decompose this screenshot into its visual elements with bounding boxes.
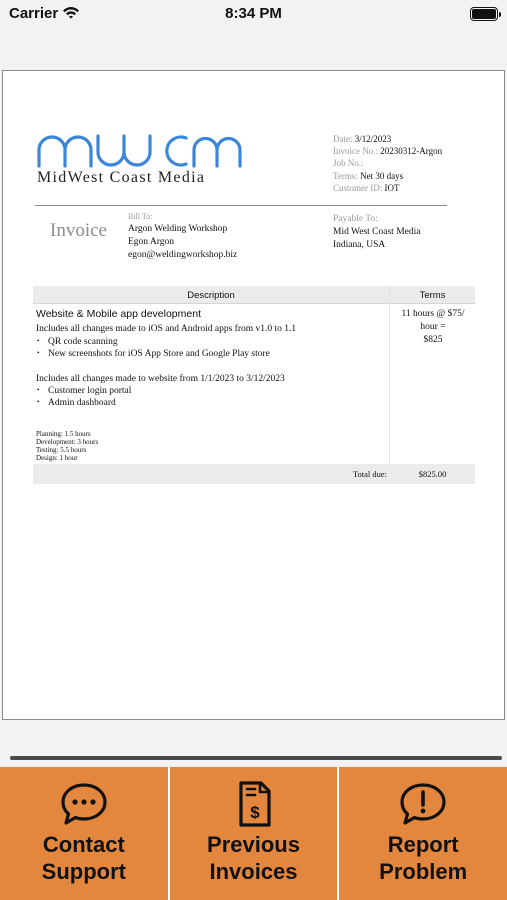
column-divider xyxy=(389,286,390,464)
bill-to-contact: Egon Argon xyxy=(128,237,175,247)
report-problem-button[interactable] xyxy=(339,767,507,900)
contact-support-button[interactable] xyxy=(0,767,170,900)
meta-terms: Terms: Net 30 days xyxy=(333,170,404,181)
bill-to-company: Argon Welding Workshop xyxy=(128,224,228,234)
clock-time: 8:34 PM xyxy=(225,5,282,22)
report-problem-label: Report Problem xyxy=(379,832,468,884)
web-changes-text: Includes all changes made to website from 1/1/2023 to 3/12/2023 xyxy=(36,373,285,384)
line-item-terms: 11 hours @ $75/ hour = $825 xyxy=(401,309,465,345)
total-row xyxy=(33,464,475,484)
carrier-label: Carrier xyxy=(9,5,59,22)
previous-invoices-button[interactable] xyxy=(170,767,340,900)
svg-text:$: $ xyxy=(249,803,260,822)
meta-customer-id: Customer ID: IOT xyxy=(333,182,400,193)
line-items-table xyxy=(33,286,475,484)
bill-to-label: Bill To: xyxy=(128,212,153,221)
invoice-meta xyxy=(333,133,442,194)
total-due-label: Total due: xyxy=(352,469,387,479)
previous-invoices-label: Previous Invoices xyxy=(207,832,300,884)
payable-to-location: Indiana, USA xyxy=(333,240,386,250)
bill-to-email: egon@weldingworkshop.biz xyxy=(128,250,238,260)
contact-support-label: Contact Support xyxy=(41,832,126,884)
meta-job-no: Job No.: xyxy=(333,158,364,169)
payable-to-block xyxy=(333,213,420,252)
header-divider xyxy=(35,205,447,206)
bottom-action-bar xyxy=(0,767,507,900)
company-logo-wordmark: MidWest Coast Media xyxy=(37,169,206,186)
invoice-document-icon xyxy=(229,780,279,828)
bill-to-block xyxy=(128,210,237,262)
description-header: Description xyxy=(187,290,235,301)
payable-to-company: Mid West Coast Media xyxy=(333,227,421,237)
horizontal-scrollbar[interactable] xyxy=(10,756,502,760)
breakdown-testing: Testing: 5.5 hours xyxy=(36,445,87,454)
payable-to-label: Payable To: xyxy=(333,214,378,224)
alert-bubble-icon xyxy=(398,780,448,828)
list-item: • New screenshots for iOS App Store and Google Play store xyxy=(36,348,386,360)
line-item-description xyxy=(36,308,386,462)
breakdown-design: Design: 1 hour xyxy=(36,453,78,462)
invoice-heading: Invoice xyxy=(50,220,107,241)
breakdown-development: Development: 3 hours xyxy=(36,437,99,446)
table-header-row xyxy=(33,286,475,304)
battery-icon xyxy=(470,7,498,21)
breakdown-planning: Planning: 1.5 hours xyxy=(36,429,91,438)
list-item: • Admin dashboard xyxy=(36,397,386,409)
meta-invoice-no: Invoice No.: 20230312-Argon xyxy=(333,146,443,157)
hours-breakdown xyxy=(36,430,386,462)
app-changes-text: Includes all changes made to iOS and Android apps from v1.0 to 1.1 xyxy=(36,324,297,335)
list-item: • QR code scanning xyxy=(36,336,386,348)
total-due-value: $825.00 xyxy=(418,469,447,479)
list-item: • Customer login portal xyxy=(36,385,386,397)
terms-header: Terms xyxy=(419,290,446,301)
line-item-title: Website & Mobile app development xyxy=(36,308,201,320)
status-bar xyxy=(0,0,507,30)
meta-date: Date: 3/12/2023 xyxy=(333,134,392,144)
chat-bubble-icon xyxy=(59,780,109,828)
